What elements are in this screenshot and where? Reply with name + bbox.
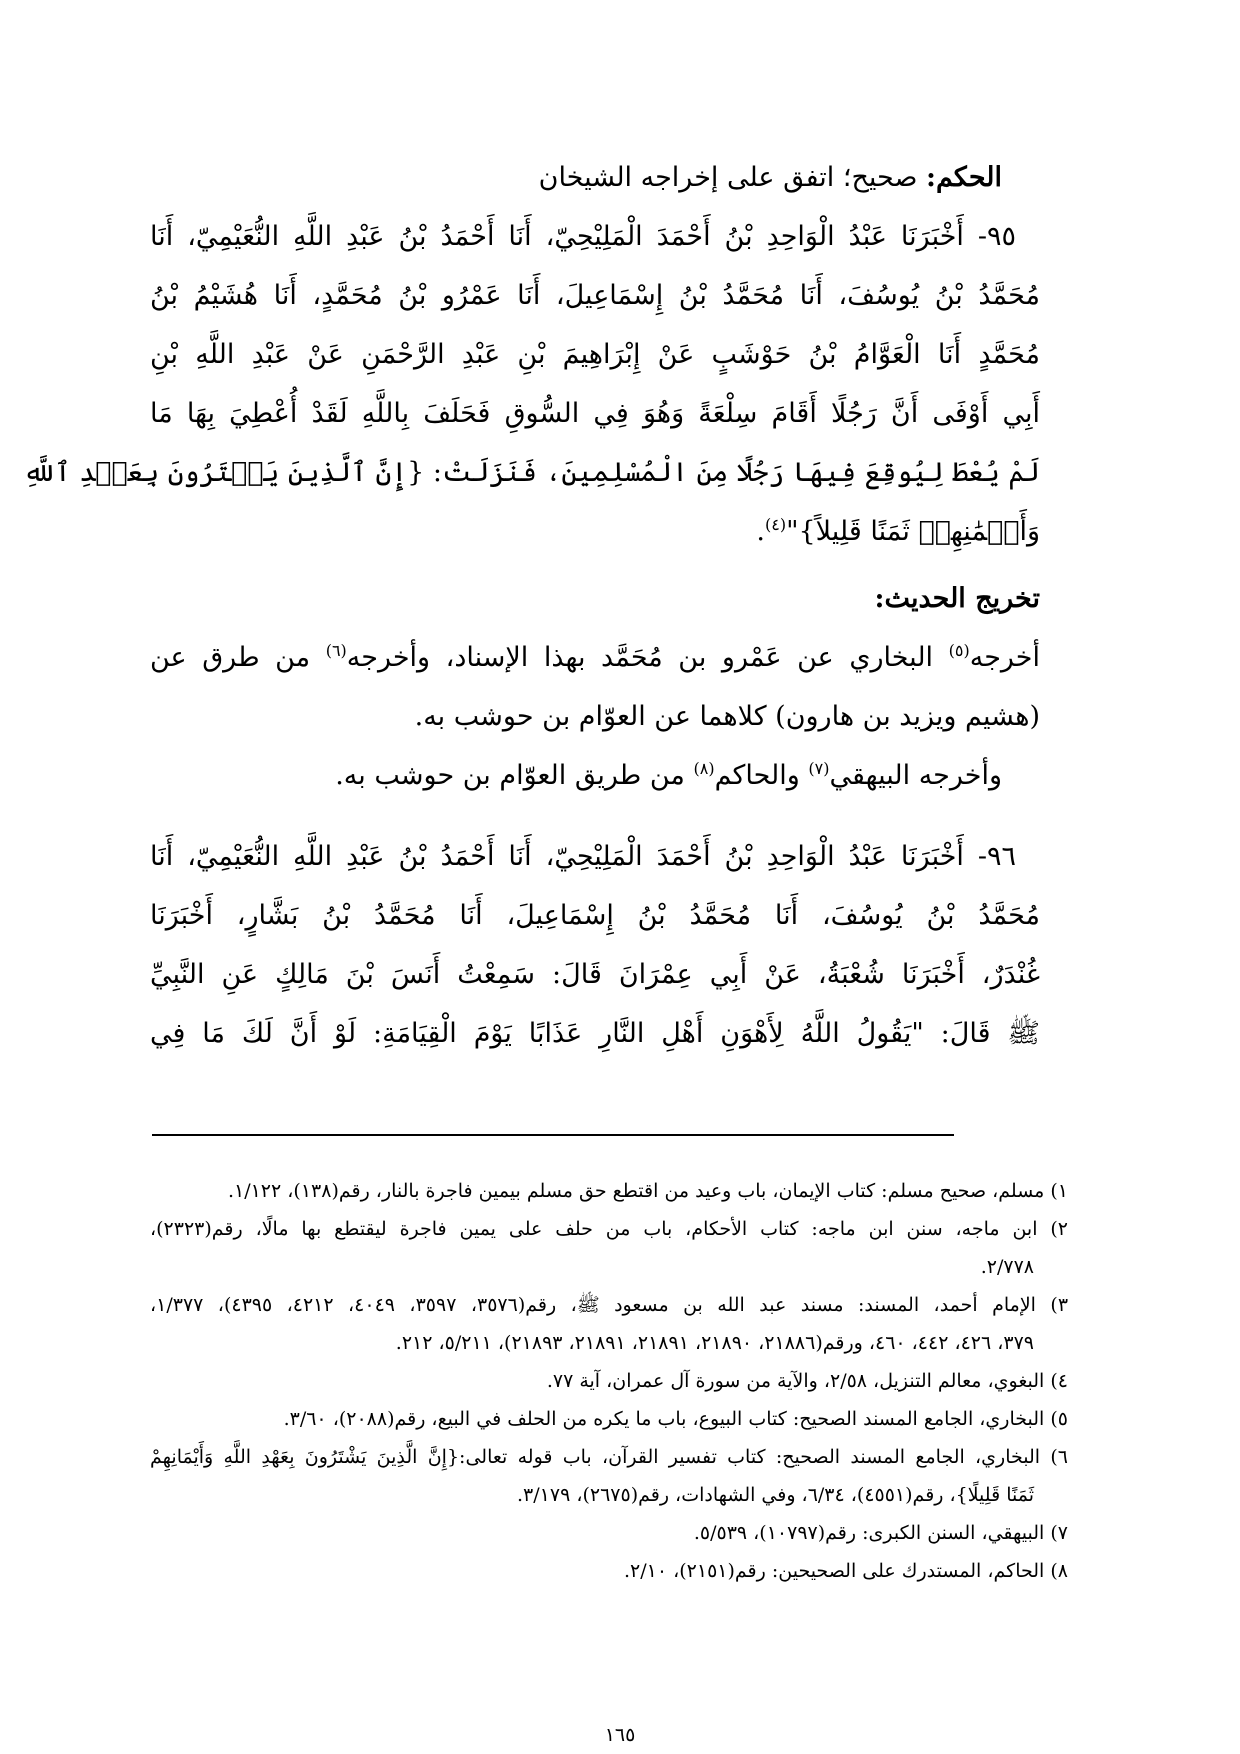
footnote-8 [150,1552,1068,1590]
takhrij-text: من طرق عن [150,642,326,673]
hadith-95 [23,207,1040,561]
footnote-line: ٣٧٩، ٤٢٦، ٤٤٢، ٤٦٠، ورقم(٢١٨٨٦، ٢١٨٩٠، ٢١٨٩١، ٢١٨٩١، ٢١٨٩٣)، ٥/٢١١، ٢١٢. [395,1332,1034,1354]
quran-verse-end: وَأَيۡمَٰنِهِمۡ ثَمَنًا قَلِيلاً}" [786,516,1040,547]
ruling-text: صحيح؛ اتفق على إخراجه الشيخان [538,162,926,193]
footnote-4 [150,1362,1068,1400]
hadith-96-line: ﷺ قَالَ: "يَقُولُ اللَّهُ لِأَهْوَنِ أَهْلِ النَّارِ عَذَابًا يَوْمَ الْقِيَامَةِ: لَوْ أَنَّ لَكَ مَا فِي [150,1018,1040,1049]
footnote-2 [150,1210,1068,1286]
hadith-96 [150,827,1040,1063]
footnote-ref[interactable]: (٦) [325,641,347,660]
footnote-line: ٢/٧٧٨. [980,1256,1034,1278]
footnotes [150,1172,1068,1590]
hadith-95-line: مُحَمَّدُ بْنُ يُوسُفَ، أَنَا مُحَمَّدُ بْنُ إِسْمَاعِيلَ، أَنَا عَمْرُو بْنُ مُحَمَّدٍ، أَنَا هُشَيْمُ بْنُ [150,280,1040,311]
footnote-line: ٤) البغوي، معالم التنزيل، ٢/٥٨، والآية من سورة آل عمران، آية ٧٧. [546,1370,1068,1392]
section-gap [150,805,1040,827]
footnote-line: ٣) الإمام أحمد، المسند: مسند عبد الله بن مسعود ﷺ، رقم(٣٥٧٦، ٣٥٩٧، ٤٠٤٩، ٤٢١٢، ٤٣٩٥)، ١/٣٧٧، [150,1294,1069,1316]
footnote-line: ٢) ابن ماجه، سنن ابن ماجه: كتاب الأحكام، باب من حلف على يمين فاجرة ليقتطع بها مالًا، رقم(٢٣٢٣)، [150,1218,1068,1240]
footnote-7 [150,1514,1068,1552]
takhrij-text: من طريق العوّام بن حوشب به. [335,760,694,791]
footnote-ref[interactable]: (٧) [808,759,830,778]
hadith-96-line: ٩٦- أَخْبَرَنَا عَبْدُ الْوَاحِدِ بْنُ أَحْمَدَ الْمَلِيْحِيّ، أَنَا أَحْمَدُ بْنُ عَبْدِ اللَّهِ النُّعَيْمِيّ، أَنَا [150,841,1016,872]
footnote-1 [150,1172,1068,1210]
footnote-line: ١) مسلم، صحيح مسلم: كتاب الإيمان، باب وعيد من اقتطع حق مسلم بيمين فاجرة بالنار، رقم(١٣٨)، ١/١٢٢. [227,1180,1068,1202]
footnote-5 [150,1400,1068,1438]
hadith-95-line: أَبِي أَوْفَى أَنَّ رَجُلًا أَقَامَ سِلْعَةً وَهُوَ فِي السُّوقِ فَحَلَفَ بِاللَّهِ لَقَدْ أُعْطِيَ بِهَا مَا [150,398,1040,429]
footnote-line: ٨) الحاكم، المستدرك على الصحيحين: رقم(٢١٥١)، ٢/١٠. [623,1560,1068,1582]
footnote-ref[interactable]: (٥) [948,641,970,660]
footnote-ref[interactable]: (٤) [764,515,787,534]
hadith-96-line: مُحَمَّدُ بْنُ يُوسُفَ، أَنَا مُحَمَّدُ بْنُ إِسْمَاعِيلَ، أَنَا مُحَمَّدُ بْنُ بَشَّارٍ، أَخْبَرَنَا [150,900,1040,931]
takhrij-line-3 [150,746,1040,805]
takhrij-text: والحاكم [714,760,809,791]
footnote-3 [150,1286,1068,1362]
page-number: ١٦٥ [604,1724,636,1746]
sentence-end: . [756,516,765,547]
hadith-95-last-line [150,502,1040,561]
footnote-line: ٧) البيهقي، السنن الكبرى: رقم(١٠٧٩٧)، ٥/٥٣٩. [693,1522,1068,1544]
main-text [23,148,1040,1063]
hadith-95-line: لَمْ يُعْطَ لِيُوقِعَ فِيهَا رَجُلًا مِنَ الْمُسْلِمِينَ، فَنَزَلَتْ: {إِنَّ ٱلَّذِينَ يَشۡتَرُونَ بِعَهۡدِ ٱللَّهِ [23,457,1040,488]
footnote-separator [152,1134,954,1136]
takhrij-text: البخاري عن عَمْرو بن مُحَمَّد بهذا الإسناد، وأخرجه [346,642,949,673]
footnote-line: ثَمَنًا قَلِيلًا}، رقم(٤٥٥١)، ٦/٣٤، وفي الشهادات، رقم(٢٦٧٥)، ٣/١٧٩. [517,1484,1034,1506]
takhrij-section [150,628,1040,805]
footnote-line: ٦) البخاري، الجامع المسند الصحيح: كتاب تفسير القرآن، باب قوله تعالى:{إِنَّ الَّذِينَ يَشْتَرُونَ بِعَهْدِ اللَّهِ وَأَيْمَانِهِمْ [150,1446,1068,1468]
footnote-line: ٥) البخاري، الجامع المسند الصحيح: كتاب البيوع، باب ما يكره من الحلف في البيع، رقم(٢٠٨٨)، ٣/٦٠. [283,1408,1068,1430]
takhrij-text: أخرجه [969,642,1040,673]
takhrij-line-2: (هشيم ويزيد بن هارون) كلاهما عن العوّام بن حوشب به. [414,701,1040,732]
takhrij-line-1 [150,628,1040,687]
takhrij-text: وأخرجه البيهقي [829,760,1002,791]
hadith-96-line: غُنْدَرٌ، أَخْبَرَنَا شُعْبَةُ، عَنْ أَبِي عِمْرَانَ قَالَ: سَمِعْتُ أَنَسَ بْنَ مَالِكٍ عَنِ النَّبِيِّ [150,959,1040,990]
hadith-95-line: مُحَمَّدٍ أَنَا الْعَوَّامُ بْنُ حَوْشَبٍ عَنْ إِبْرَاهِيمَ بْنِ عَبْدِ الرَّحْمَنِ عَنْ عَبْدِ اللَّهِ بْنِ [150,339,1040,370]
hadith-95-line: ٩٥- أَخْبَرَنَا عَبْدُ الْوَاحِدِ بْنُ أَحْمَدَ الْمَلِيْحِيّ، أَنَا أَحْمَدُ بْنُ عَبْدِ اللَّهِ النُّعَيْمِيّ، أَنَا [150,221,1016,252]
footnote-6 [150,1438,1068,1514]
footnote-ref[interactable]: (٨) [693,759,715,778]
ruling-label: الحكم: [925,162,1002,193]
takhrij-heading: تخريج الحديث: [874,583,1040,614]
ruling-line [150,148,1040,207]
